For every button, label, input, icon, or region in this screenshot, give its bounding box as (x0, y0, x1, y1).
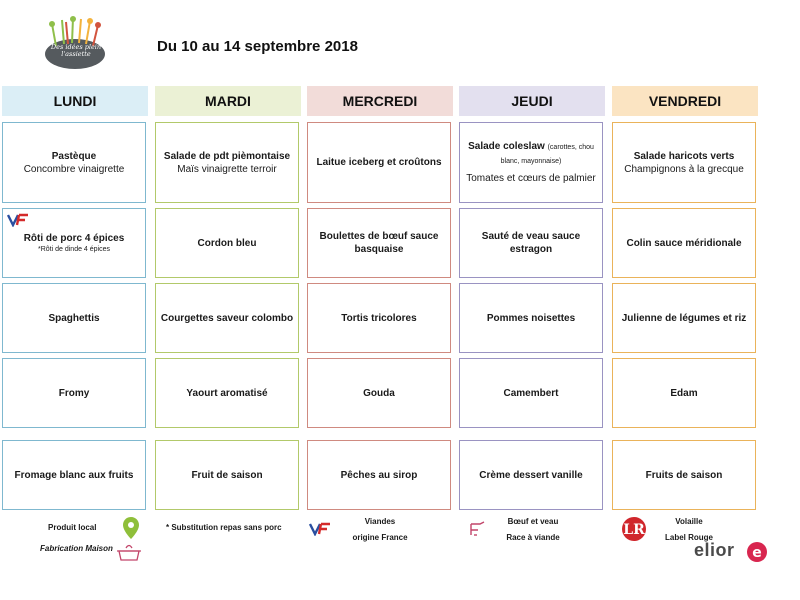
menu-cell (307, 122, 451, 203)
label-rouge-icon (620, 516, 648, 542)
menu-cell (612, 283, 756, 353)
menu-cell (307, 358, 451, 428)
day-header-mercredi: MERCREDI (307, 86, 453, 116)
menu-cell (155, 440, 299, 510)
dish-name: Concombre vinaigrette (23, 163, 125, 175)
dish-name: Camembert (503, 387, 559, 399)
dish-name: Gouda (363, 387, 395, 399)
dish-name: Tortis tricolores (341, 312, 417, 324)
dish-name: Fromage blanc aux fruits (14, 469, 134, 481)
legend-volaille-line2: Label Rouge (664, 533, 713, 542)
dish-name: Courgettes saveur colombo (160, 312, 294, 324)
dish-name: Salade coleslaw (468, 141, 545, 152)
svg-text:LR: LR (623, 522, 645, 538)
dish-name: Pommes noisettes (486, 312, 576, 324)
menu-cell (459, 440, 603, 510)
menu-cell (459, 358, 603, 428)
dish-name: Salade haricots verts (633, 150, 735, 162)
page-title: Du 10 au 14 septembre 2018 (157, 38, 358, 55)
legend-viandes (340, 514, 420, 546)
dish-name: Pastèque (51, 150, 97, 162)
legend-viandes-line1: Viandes (364, 517, 396, 526)
dish-name: Sauté de veau sauce estragon (481, 231, 581, 255)
menu-cell (307, 283, 451, 353)
legend-boeuf (498, 514, 568, 546)
menu-cell (2, 283, 146, 353)
menu-cell (155, 358, 299, 428)
dish-name: Champignons à la grecque (624, 163, 744, 175)
menu-cell (612, 358, 756, 428)
dish-name: Tomates et cœurs de palmier (466, 173, 596, 184)
dish-name: Fruit de saison (191, 469, 263, 481)
menu-cell (612, 440, 756, 510)
dish-name: Maïs vinaigrette terroir (177, 163, 277, 175)
menu-cell (2, 358, 146, 428)
dish-name: Colin sauce méridionale (626, 237, 742, 249)
menu-cell (307, 208, 451, 278)
menu-cell (307, 440, 451, 510)
menu-cell (459, 283, 603, 353)
logo-text: Des idées plein l'assiette (50, 43, 102, 58)
legend-boeuf-line1: Bœuf et veau (507, 517, 559, 526)
substitution-note: *Rôti de dinde 4 épices (38, 246, 110, 253)
elior-logo (694, 540, 735, 561)
menu-cell (2, 208, 146, 278)
dish-name: Fruits de saison (645, 469, 723, 481)
dish-name: Spaghettis (48, 312, 100, 324)
dish-name: Edam (670, 387, 698, 399)
brand-name: elior (694, 540, 735, 560)
legend-viandes-line2: origine France (352, 533, 408, 542)
svg-text:e: e (752, 545, 762, 561)
day-header-vendredi: VENDREDI (612, 86, 758, 116)
menu-cell (612, 208, 756, 278)
menu-cell (2, 122, 146, 203)
dish-name: Boulettes de bœuf sauce basquaise (319, 231, 439, 255)
dish-name: Julienne de légumes et riz (621, 312, 747, 324)
legend-substitution: * Substitution repas sans porc (166, 523, 282, 532)
dish-name: Pêches au sirop (340, 469, 418, 481)
dish-name (464, 140, 598, 168)
elior-e-icon (746, 541, 768, 563)
legend-volaille-line1: Volaille (675, 517, 703, 526)
day-header-lundi: LUNDI (2, 86, 148, 116)
dish-name: Cordon bleu (197, 237, 257, 249)
menu-cell (459, 122, 603, 203)
vf-icon (308, 522, 332, 536)
vf-icon (7, 213, 29, 227)
dish-name: Crème dessert vanille (479, 469, 583, 481)
menu-cell (459, 208, 603, 278)
dish-detail: (carottes, chou blanc, mayonnaise) (500, 144, 594, 165)
map-pin-icon (122, 516, 140, 540)
legend-local-label: Produit local (48, 523, 97, 532)
cow-icon (468, 520, 488, 538)
dish-name: Laitue iceberg et croûtons (316, 157, 442, 168)
day-header-mardi: MARDI (155, 86, 301, 116)
menu-cell (155, 208, 299, 278)
dish-name: Rôti de porc 4 épices (23, 233, 125, 244)
menu-cell (612, 122, 756, 203)
dish-name: Salade de pdt pièmontaise (163, 150, 291, 162)
dish-name: Fromy (58, 387, 90, 399)
menu-cell (2, 440, 146, 510)
legend-boeuf-line2: Race à viande (506, 533, 560, 542)
menu-cell (155, 122, 299, 203)
menu-cell (155, 283, 299, 353)
day-header-jeudi: JEUDI (459, 86, 605, 116)
cooking-pot-icon (116, 542, 142, 562)
dish-name: Yaourt aromatisé (186, 387, 268, 399)
legend-maison-label: Fabrication Maison (40, 544, 113, 553)
